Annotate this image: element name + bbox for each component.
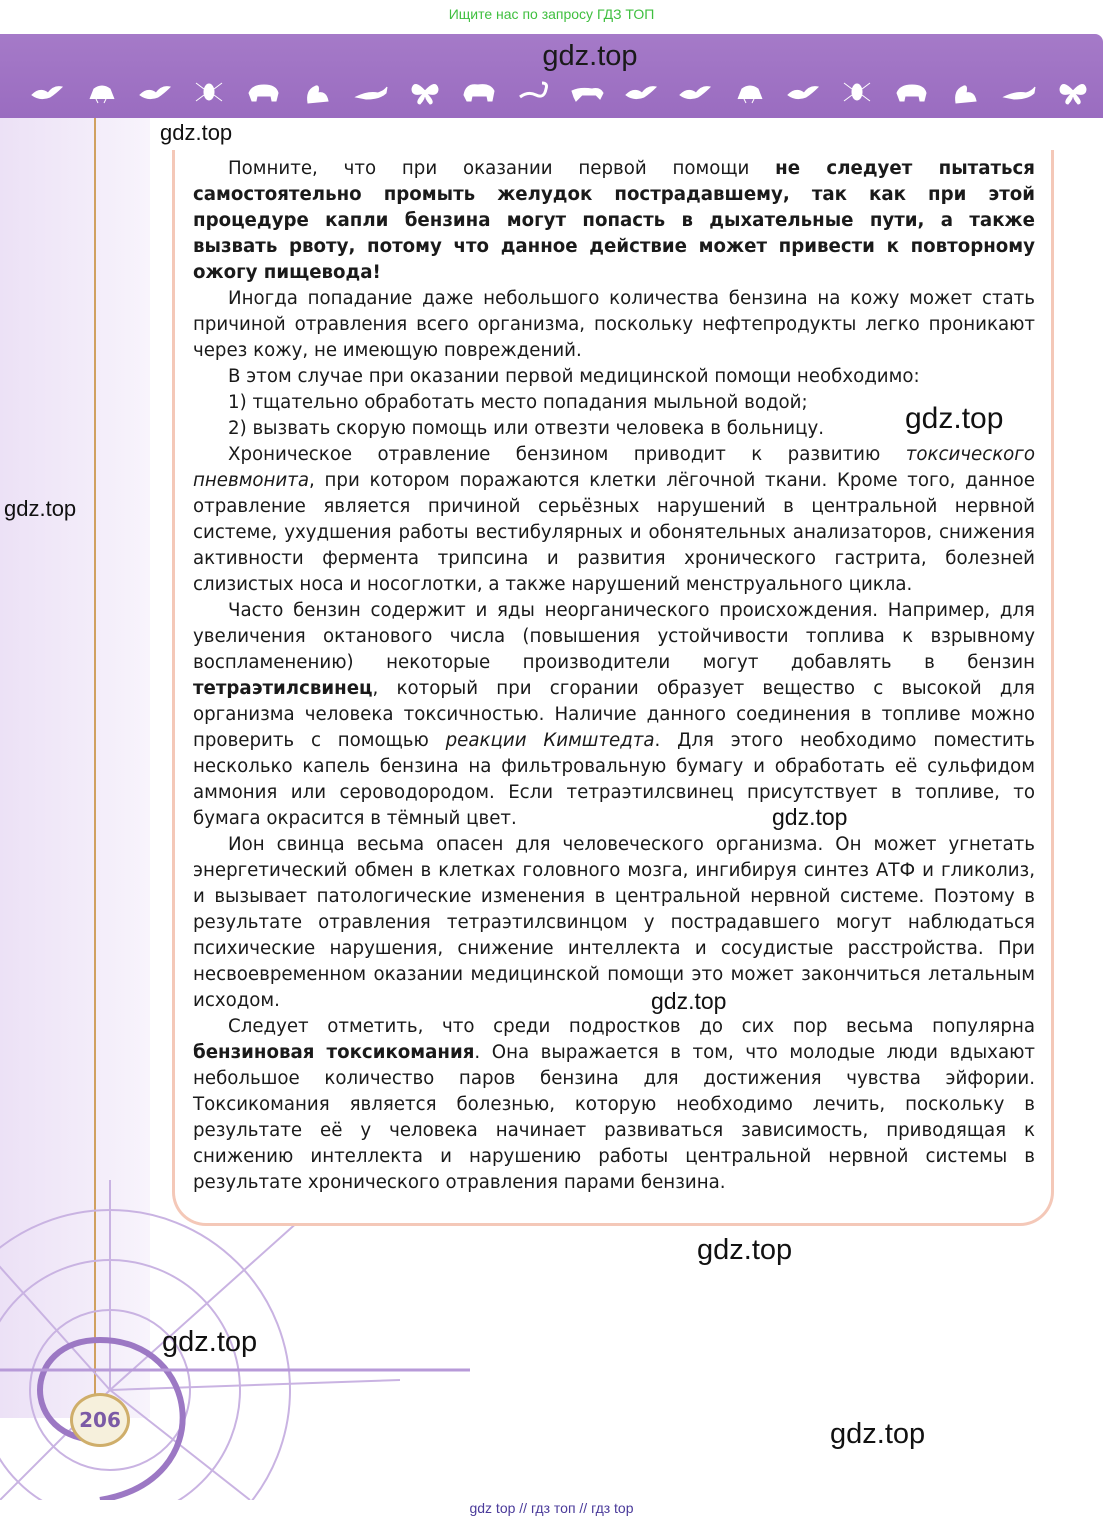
lizard-icon [1002, 77, 1036, 107]
bird-icon [30, 77, 64, 107]
insect-icon [192, 77, 226, 107]
italic-term: реакции Кимштедта [445, 730, 655, 751]
text-run: . Для этого необходимо поместить несколько капель бензина на фильтровальную бумагу и обработать её сульфидом аммония или сероводородом. Если тетраэтилсвинец присутствует в топливе, то бумага окрасится в тёмный цвет. [193, 730, 1035, 829]
beetle-icon [732, 77, 766, 107]
paragraph [193, 598, 1035, 832]
bird-icon [678, 77, 712, 107]
butterfly-icon [1056, 77, 1090, 107]
watermark: gdz.top [772, 804, 848, 830]
paragraph-warning [193, 156, 1035, 286]
insect-icon [840, 77, 874, 107]
bison-icon [462, 77, 496, 107]
list-item: 2) вызвать скорую помощь или отвезти человека в больницу. [228, 418, 825, 439]
squirrel-icon [300, 77, 334, 107]
bird-icon [624, 77, 658, 107]
boar-icon [246, 77, 280, 107]
paragraph [193, 442, 1035, 598]
watermark: gdz.top [830, 1418, 926, 1450]
bold-term: тетраэтилсвинец [193, 678, 373, 699]
text-run: , при котором поражаются клетки лёгочной ткани. Кроме того, данное отравление является причиной серьёзных нарушений в центральной нервной системе, ухудшения работы вестибулярных и обонятельных анализаторов, снижения активности фермента трипсина и развития хронического гастрита, болезней слизистых носа и носоглотки, а также нарушений менструального цикла. [193, 470, 1035, 595]
cat-icon [570, 77, 604, 107]
text-run: Часто бензин содержит и яды неорганического происхождения. Например, для увеличения октанового числа (повышения устойчивости топлива к взрывному воспламенению) некоторые производители могут добавлять в бензин [193, 600, 1035, 673]
lizard-icon [354, 77, 388, 107]
banner-watermark: gdz.top [542, 40, 638, 72]
scorpion-icon [516, 77, 550, 107]
watermark: gdz.top [697, 1234, 793, 1266]
paragraph: Ион свинца весьма опасен для человеческого организма. Он может угнетать энергетический обмен в клетках головного мозга, ингибируя синтез АТФ и гликолиз, и вызывает патологические изменения в центральной нервной системе. Поэтому в результате отравления тетраэтилсвинцом у пострадавшего могут наблюдаться психические нарушения, снижение интеллекта и сосудистые расстройства. При несвоевременном оказании медицинской помощи это может закончиться летальным исходом. [193, 834, 1035, 1011]
boar-icon [894, 77, 928, 107]
bird-icon [786, 77, 820, 107]
text-run: Следует отметить, что среди подростков до сих пор весьма популярна [228, 1016, 1035, 1037]
watermark: gdz.top [651, 988, 727, 1014]
list-item: 1) тщательно обработать место попадания мыльной водой; [228, 392, 808, 413]
beetle-icon [84, 77, 118, 107]
main-text [193, 156, 1035, 1196]
search-hint-link[interactable]: Ищите нас по запросу ГДЗ ТОП [448, 6, 655, 22]
watermark: gdz.top [162, 1326, 258, 1358]
italic-term: токсического пневмонита [193, 444, 1035, 491]
paragraph [193, 1014, 1035, 1196]
butterfly-icon [408, 77, 442, 107]
watermark: gdz.top [160, 120, 233, 145]
watermark: gdz.top [4, 496, 77, 521]
page-number: 206 [70, 1393, 130, 1447]
footer-links[interactable]: gdz top // гдз топ // гдз top [469, 1500, 634, 1516]
paragraph: В этом случае при оказании первой медицинской помощи необходимо: [228, 366, 920, 387]
bold-warning: не следует пытаться самостоятельно промыть желудок пострадавшему, так как при этой процедуре капли бензина могут попасть в дыхательные пути, а также вызвать рвоту, потому что данное действие может привести к повторному ожогу пищевода! [193, 158, 1035, 283]
bird-icon [138, 77, 172, 107]
text-run: Хроническое отравление бензином приводит к развитию [228, 444, 906, 465]
text-run: , который при сгорании образует вещество с высокой для организма человека токсичностью. Наличие данного соединения в топливе можно проверить с помощью [193, 678, 1035, 751]
paragraph: Иногда попадание даже небольшого количества бензина на кожу может стать причиной отравления всего организма, поскольку нефтепродукты легко проникают через кожу, не имеющую повреждений. [193, 288, 1035, 361]
text-run: Помните, что при оказании первой помощи [228, 158, 776, 179]
watermark: gdz.top [905, 402, 1004, 435]
squirrel-icon [948, 77, 982, 107]
animal-strip [30, 72, 1090, 112]
bold-term: бензиновая токсикомания [193, 1042, 475, 1063]
text-run: . Она выражается в том, что молодые люди вдыхают небольшое количество паров бензина для достижения чувства эйфории. Токсикомания является болезнью, которую необходимо лечить, поскольку в результате её у человека начинает развиваться зависимость, приводящая к снижению интеллекта и нарушению работы центральной нервной системы в результате хронического отравления парами бензина. [193, 1042, 1035, 1193]
